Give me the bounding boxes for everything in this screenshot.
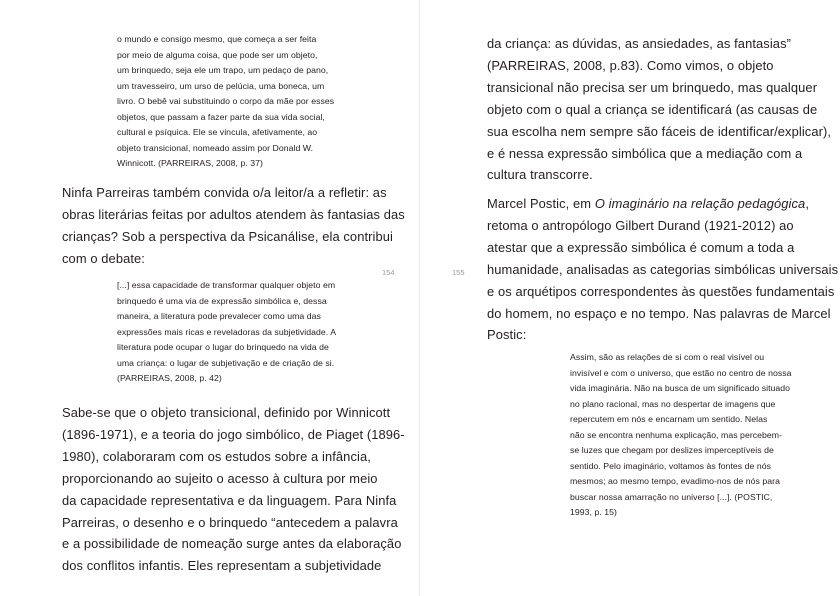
left-paragraph-1: Ninfa Parreiras também convida o/a leitor/a a refletir: as obras literárias feitas por adultos atendem às fantasias das crianças? Sob a perspectiva da Psicanálise, ela contribui com o debate: bbox=[62, 185, 405, 266]
left-paragraph-2: Sabe-se que o objeto transicional, definido por Winnicott (1896-1971), e a teoria do jogo simbólico, de Piaget (1896- 1980), colaboraram com os estudos sobre a infância, proporcionando ao sujeito o acesso à cultura por meio da capacidade representativa e da linguagem. Para Ninfa Parreiras, o desenho e o brinquedo “antecedem a palavra e a possibilidade de nomeação surge antes da elaboração dos conflitos infantis. Eles representam a subjetividade bbox=[62, 405, 405, 574]
page-gutter bbox=[419, 0, 420, 596]
right-paragraph-1: da criança: as dúvidas, as ansiedades, as fantasias” (PARREIRAS, 2008, p.83). Como vimos, o objeto transicional não precisa ser um brinquedo, mas qualquer objeto com o qual a criança se identificará (as causas de sua escolha nem sempre são fáceis de identificar/explicar), e é nessa expressão simbólica que a mediação com a cultura transcorre. bbox=[487, 36, 832, 183]
right-block-quote: Assim, são as relações de si com o real visível ou invisível e com o universo, que estão no centro de nossa vida imaginária. Não na busca de um significado situado no plano racional, mas no despertar de imagens que repercutem em nós e encarnam um sentido. Nelas não se encontra nenhuma explicação, mas percebem- se luzes que chegam por deslizes imperceptíveis de sentido. Pelo imaginário, voltamos às fontes de nós mesmos; ao mesmo tempo, evadimo-nos de nós para buscar nossa amarração no universo [...]. (POSTIC, 1993, p. 15) bbox=[570, 352, 792, 517]
left-block-quote-top: o mundo e consigo mesmo, que começa a ser feita por meio de alguma coisa, que pode ser um objeto, um brinquedo, seja ele um trapo, um pedaço de pano, um travesseiro, um urso de pelúcia, uma boneca, um livro. O bebê vai substituindo o corpo da mãe por esses objetos, que passam a fazer parte da sua vida social, cultural e psíquica. Ele se vincula, afetivamente, ao objeto transicional, nomeado assim por Donald W. Winnicott. (PARREIRAS, 2008, p. 37) bbox=[117, 34, 335, 168]
right-paragraph-2 bbox=[487, 193, 838, 346]
left-block-quote-middle: [...] essa capacidade de transformar qualquer objeto em brinquedo é uma via de expressão simbólica e, dessa maneira, a literatura pode prevalecer como uma das expressões mais ricas e reveladoras da subjetividade. A literatura pode ocupar o lugar do brinquedo na vida de uma criança: o lugar de subjetivação e de criação de si. (PARREIRAS, 2008, p. 42) bbox=[117, 280, 337, 383]
page-number-right: 155 bbox=[452, 268, 465, 277]
page-number-left: 154 bbox=[382, 268, 395, 277]
book-title: O imaginário na relação pedagógica bbox=[594, 196, 806, 211]
right-paragraph-2-rest: , retoma o antropólogo Gilbert Durand (1921-2012) ao atestar que a expressão simbólica é comum a toda a humanidade, analisadas as categorias simbólicas universais e os arquétipos correspondentes às questões fundamentais do homem, no espaço e no tempo. Nas palavras de Marcel Postic: bbox=[487, 196, 839, 343]
right-paragraph-2-lead: Marcel Postic, em bbox=[487, 196, 595, 211]
